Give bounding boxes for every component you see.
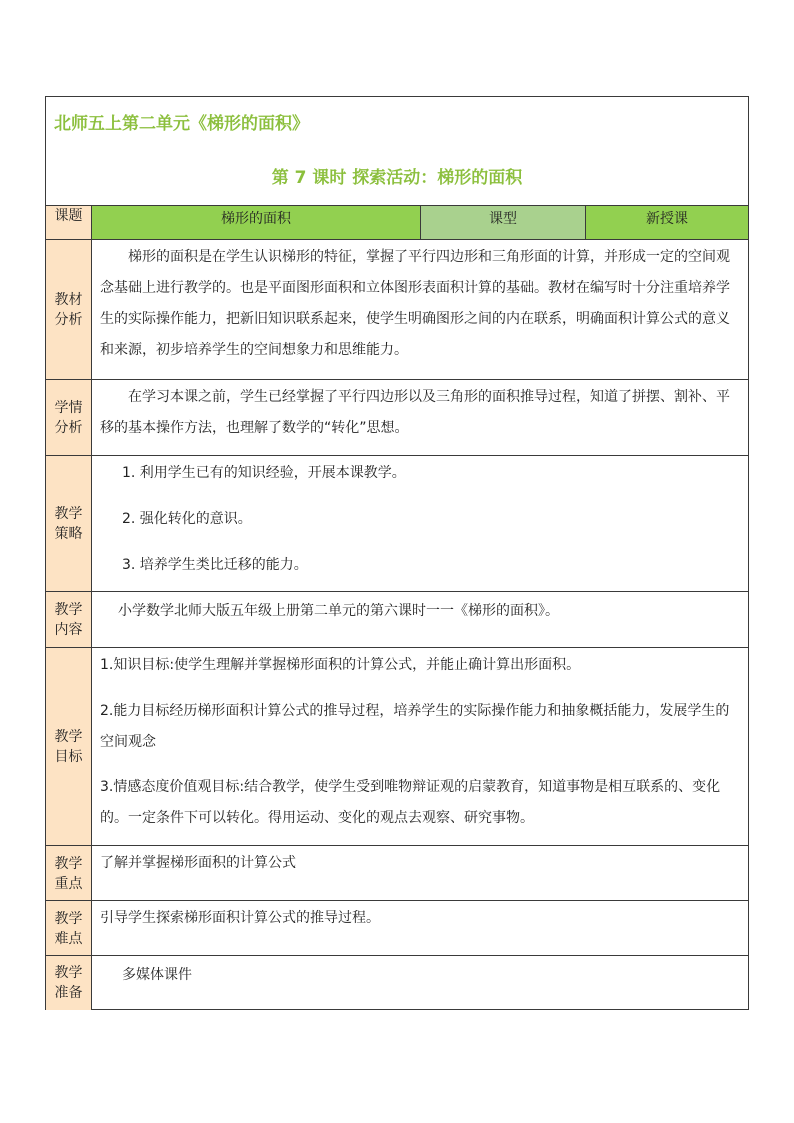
difficulty-label: 教学 难点 <box>46 901 92 956</box>
materials-text: 梯形的面积是在学生认识梯形的特征，掌握了平行四边形和三角形面的计算，并形成一定的空间观念基础上进行教学的。也是平面图形面积和立体图形表面积计算的基础。教材在编写时十分注重培养学生的实际操作能力，把新旧知识联系起来，使学生明确图形之间的内在联系，明确面积计算公式的意义和来源，初步培养学生的空间想象力和思维能力。 <box>100 249 730 358</box>
topic-row <box>46 205 748 240</box>
materials-label: 教材 分析 <box>46 240 92 380</box>
strategy-item-3: 3. 培养学生类比迁移的能力。 <box>122 557 308 573</box>
students-row <box>46 379 748 456</box>
strategy-row <box>46 455 748 592</box>
strategy-item-1: 1. 利用学生已有的知识经验，开展本课教学。 <box>122 465 406 481</box>
strategy-label: 教学 策略 <box>46 456 92 592</box>
key-points-label: 教学 重点 <box>46 846 92 901</box>
topic-label: 课题 <box>46 206 92 240</box>
content-text: 小学数学北师大版五年级上册第二单元的第六课时一一《梯形的面积》。 <box>118 603 559 619</box>
materials-row <box>46 239 748 380</box>
document-title: 北师五上第二单元《梯形的面积》 <box>54 114 309 134</box>
content-label: 教学 内容 <box>46 592 92 648</box>
content-row <box>46 591 748 648</box>
students-text: 在学习本课之前，学生已经掌握了平行四边形以及三角形的面积推导过程，知道了拼摆、割补、平移的基本操作方法，也理解了数学的“转化”思想。 <box>100 389 730 436</box>
content-content <box>92 592 748 648</box>
lesson-type-value: 新授课 <box>586 206 748 240</box>
difficulty-text: 引导学生探索梯形面积计算公式的推导过程。 <box>100 910 380 926</box>
goal-item-3: 3.情感态度价值观目标:结合教学，使学生受到唯物辩证观的启蒙教育，知道事物是相互联系的、变化的。一定条件下可以转化。得用运动、变化的观点去观察、研究事物。 <box>100 779 721 826</box>
header-row <box>46 97 748 205</box>
prep-label: 教学 准备 <box>46 956 92 1010</box>
goals-row <box>46 647 748 846</box>
strategy-content <box>92 456 748 592</box>
goals-content <box>92 648 748 846</box>
materials-content <box>92 240 748 380</box>
students-content <box>92 380 748 456</box>
goals-label: 教学 目标 <box>46 648 92 846</box>
strategy-item-2: 2. 强化转化的意识。 <box>122 511 252 527</box>
key-points-text: 了解并掌握梯形面积的计算公式 <box>100 855 296 871</box>
key-points-row <box>46 845 748 901</box>
goal-item-1: 1.知识目标:使学生理解并掌握梯形面积的计算公式，并能止确计算出形面积。 <box>100 657 581 673</box>
difficulty-row <box>46 900 748 956</box>
lesson-title: 第 7 课时 探索活动：梯形的面积 <box>271 168 523 188</box>
prep-row <box>46 955 748 1010</box>
prep-content <box>92 956 748 1010</box>
topic-cells <box>92 206 748 240</box>
key-points-content <box>92 846 748 901</box>
difficulty-content <box>92 901 748 956</box>
lesson-type-label: 课型 <box>421 206 586 240</box>
students-label: 学情 分析 <box>46 380 92 456</box>
topic-value: 梯形的面积 <box>92 206 421 240</box>
goal-item-2: 2.能力目标经历梯形面积计算公式的推导过程，培养学生的实际操作能力和抽象概括能力，发展学生的空间观念 <box>100 703 730 750</box>
prep-text: 多媒体课件 <box>122 967 192 983</box>
lesson-plan-table <box>45 96 749 1010</box>
